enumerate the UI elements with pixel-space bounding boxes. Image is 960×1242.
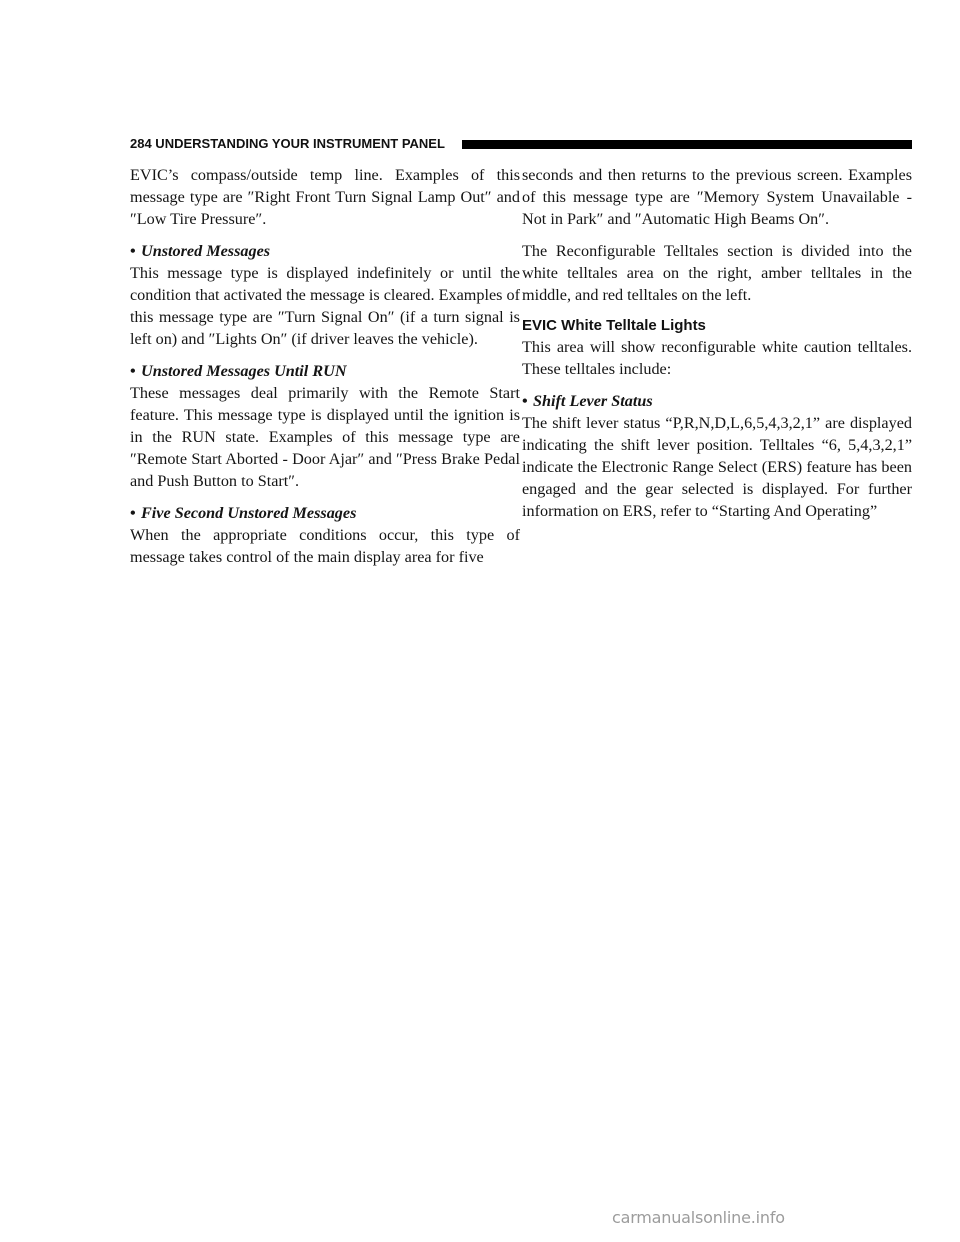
bullet-title: Five Second Unstored Messages: [141, 504, 357, 522]
left-column: [130, 164, 520, 578]
right-column: [522, 164, 912, 532]
bullet-heading-unstored-messages: [130, 240, 520, 262]
bullet-icon: •: [130, 242, 136, 260]
bullet-heading-five-second: [130, 502, 520, 524]
bullet-heading-shift-lever-status: [522, 390, 912, 412]
paragraph: These messages deal primarily with the Remote Start feature. This message type is displayed until the ignition is in the RUN state. Examples of this message type are ″Remote Start Aborted - Door Ajar″ and ″Press Brake Pedal and Push Button to Start″.: [130, 384, 520, 490]
bullet-icon: •: [130, 362, 136, 380]
page-header: [130, 136, 912, 152]
header-rule: [462, 140, 912, 149]
bullet-icon: •: [130, 504, 136, 522]
paragraph: EVIC’s compass/outside temp line. Examples of this message type are ″Right Front Turn Signal Lamp Out″ and ″Low Tire Pressure″.: [130, 166, 520, 228]
paragraph: The shift lever status “P,R,N,D,L,6,5,4,3,2,1” are displayed indicating the shift lever position. Telltales “6, 5,4,3,2,1” indicate the Electronic Range Select (ERS) feature has been engaged and the gear selected is displayed. For further information on ERS, refer to “Starting And Operating”: [522, 414, 912, 520]
bullet-title: Unstored Messages Until RUN: [141, 362, 347, 380]
bullet-title: Shift Lever Status: [533, 392, 653, 410]
paragraph: When the appropriate conditions occur, this type of message takes control of the main display area for five: [130, 526, 520, 566]
paragraph: This message type is displayed indefinitely or until the condition that activated the message is cleared. Examples of this message type are ″Turn Signal On″ (if a turn signal is left on) and ″Lights On″ (if driver leaves the vehicle).: [130, 264, 520, 348]
paragraph: seconds and then returns to the previous screen. Examples of this message type are ″Memory System Unavailable - Not in Park″ and ″Automatic High Beams On″.: [522, 166, 912, 228]
bullet-heading-unstored-until-run: [130, 360, 520, 382]
bullet-icon: •: [522, 392, 528, 410]
page-header-label: 284 UNDERSTANDING YOUR INSTRUMENT PANEL: [130, 136, 445, 151]
paragraph: This area will show reconfigurable white caution telltales. These telltales include:: [522, 338, 912, 378]
paragraph: The Reconfigurable Telltales section is divided into the white telltales area on the right, amber telltales in the middle, and red telltales on the left.: [522, 242, 912, 304]
watermark-link[interactable]: carmanualsonline.info: [612, 1208, 785, 1227]
section-heading: EVIC White Telltale Lights: [522, 317, 706, 334]
bullet-title: Unstored Messages: [141, 242, 271, 260]
